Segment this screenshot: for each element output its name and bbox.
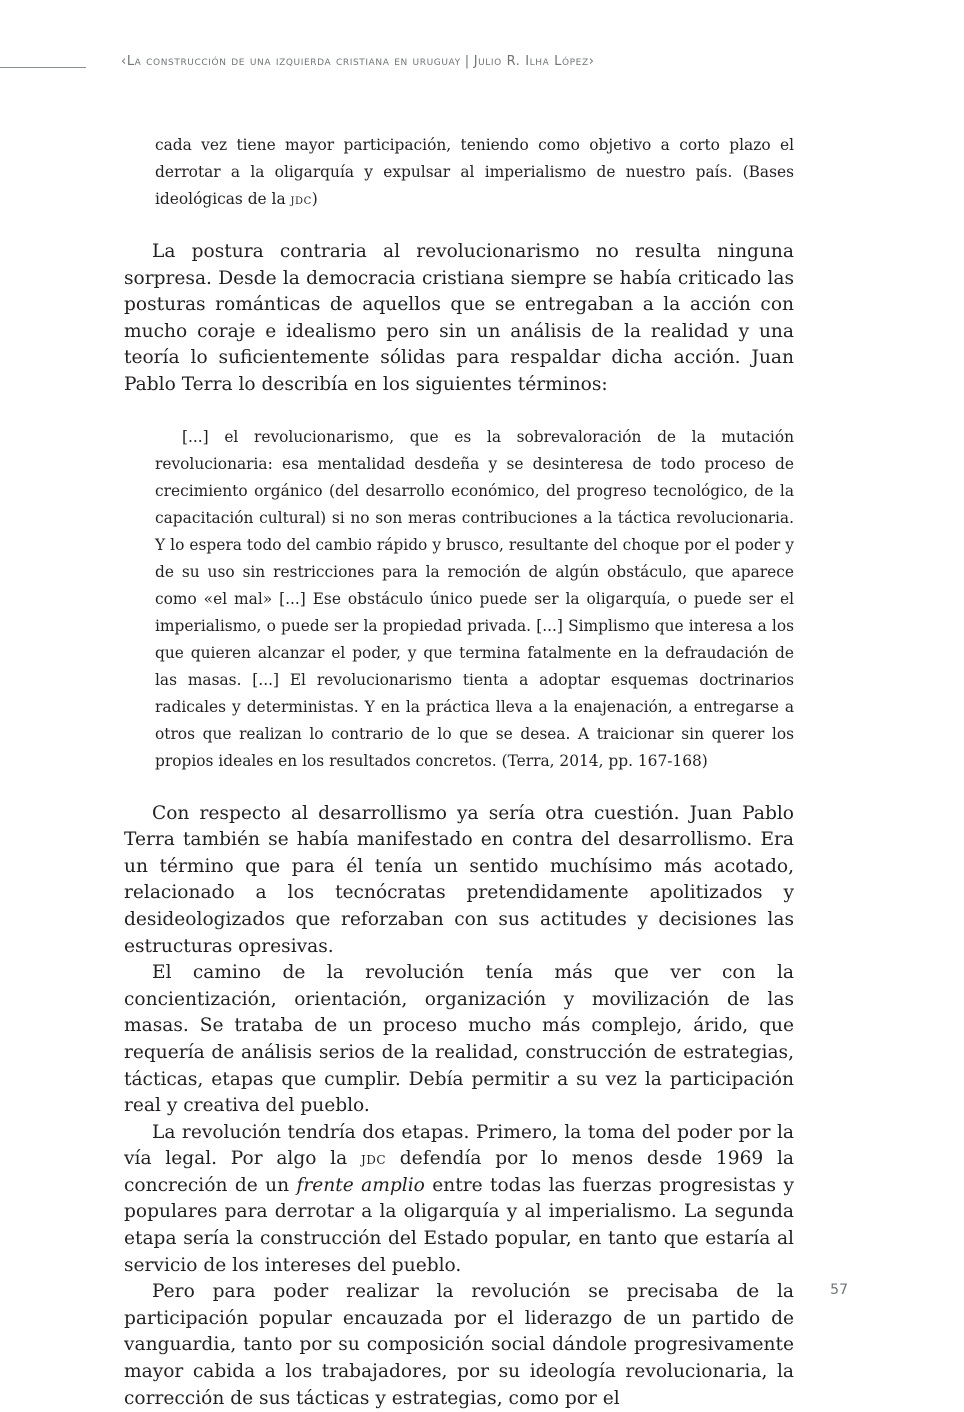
block-quote-terra: [...] el revolucionarismo, que es la sobrevaloración de la mutación revolucionaria: esa mentalidad desdeña y se desinteresa de todo proceso de crecimiento orgánico (del desarrollo económico, del progreso tecnológico, de la capacitación cultural) si no son meras contribuciones a la táctica revolucionaria. Y lo espera todo del cambio rápido y brusco, resultante del choque por el poder y de su uso sin restricciones para la remoción de algún obstáculo, que aparece como «el mal» [...] Ese obstáculo único puede ser la oligarquía, o puede ser el imperialismo, o puede ser la propiedad privada. [...] Simplismo que interesa a los que quieren alcanzar el poder, y que termina fatalmente en la defraudación de las masas. [...] El revolucionarismo tienta a adoptar esquemas doctrinarios radicales y deterministas. Y en la práctica lleva a la enajenación, a entregarse a otros que realizan lo contrario de lo que se desea. A traicionar sin querer los propios ideales en los resultados concretos. (Terra, 2014, pp. 167-168) <box>155 427 794 770</box>
paragraph-dos-etapas-part1: La revolución tendría dos etapas. Primero, la toma del poder por la vía legal. Por algo la <box>124 1121 794 1170</box>
header-book-title: La construcción de una izquierda cristiana en uruguay <box>126 54 461 69</box>
acronym-jdc: jdc <box>290 192 312 208</box>
header-author: Julio R. Ilha López <box>473 54 589 69</box>
paragraph-revolucionarismo: La postura contraria al revolucionarismo no resulta ninguna sorpresa. Desde la democracia cristiana siempre se había criticado las posturas románticas de aquellos que se entregaban a la acción con mucho coraje e idealismo pero sin un análisis de la realidad y una teoría lo suficientemente sólidas para respaldar dicha acción. Juan Pablo Terra lo describía en los siguientes términos: <box>124 241 794 395</box>
paragraph-dos-etapas <box>124 1120 794 1280</box>
block-quote-bases-end: ) <box>311 190 318 208</box>
paragraph-dos-etapas-part2: defendía por lo menos desde 1969 la concreción de un <box>124 1148 794 1196</box>
header-separator: | <box>464 54 470 69</box>
header-open-mark: ‹ <box>121 54 127 69</box>
paragraph-partido-vanguardia: Pero para poder realizar la revolución se precisaba de la participación popular encauzada por el liderazgo de un partido de vanguardia, tanto por su composición social dándole progresivamente mayor cabida a los trabajadores, por su ideología revolucionaria, la corrección de sus tácticas y estrategias, como por el <box>124 1281 794 1409</box>
paragraph-desarrollismo: Con respecto al desarrollismo ya sería otra cuestión. Juan Pablo Terra también se había manifestado en contra del desarrollismo. Era un término que para él tenía un sentido muchísimo más acotado, relacionado a los tecnócratas pretendidamente apolitizados y desideologizados que reforzaban con sus actitudes y decisiones las estructuras opresivas. <box>124 802 794 957</box>
block-quote-bases <box>155 132 794 214</box>
paragraph-dos-etapas-part3: entre todas las fuerzas progresistas y populares para derrotar a la oligarquía y al imperialismo. La segunda etapa sería la construcción del Estado popular, en tanto que estaría al servicio de los intereses del pueblo. <box>124 1174 794 1276</box>
header-close-mark: › <box>588 54 595 69</box>
header-rule <box>0 67 86 68</box>
running-header <box>121 54 841 69</box>
page-number: 57 <box>830 1282 848 1298</box>
block-quote-bases-text: cada vez tiene mayor participación, teniendo como objetivo a corto plazo el derrotar a la oligarquía y expulsar al imperialismo de nuestro país. (Bases ideológicas de la <box>155 136 794 208</box>
page-body <box>124 132 794 1412</box>
frente-amplio-italic: frente amplio <box>296 1174 425 1196</box>
acronym-jdc: jdc <box>360 1149 387 1170</box>
paragraph-camino-revolucion: El camino de la revolución tenía más que ver con la concientización, orientación, organización y movilización de las masas. Se trataba de un proceso mucho más complejo, árido, que requería de análisis serios de la realidad, construcción de estrategias, tácticas, etapas que cumplir. Debía permitir a su vez la participación real y creativa del pueblo. <box>124 962 794 1117</box>
